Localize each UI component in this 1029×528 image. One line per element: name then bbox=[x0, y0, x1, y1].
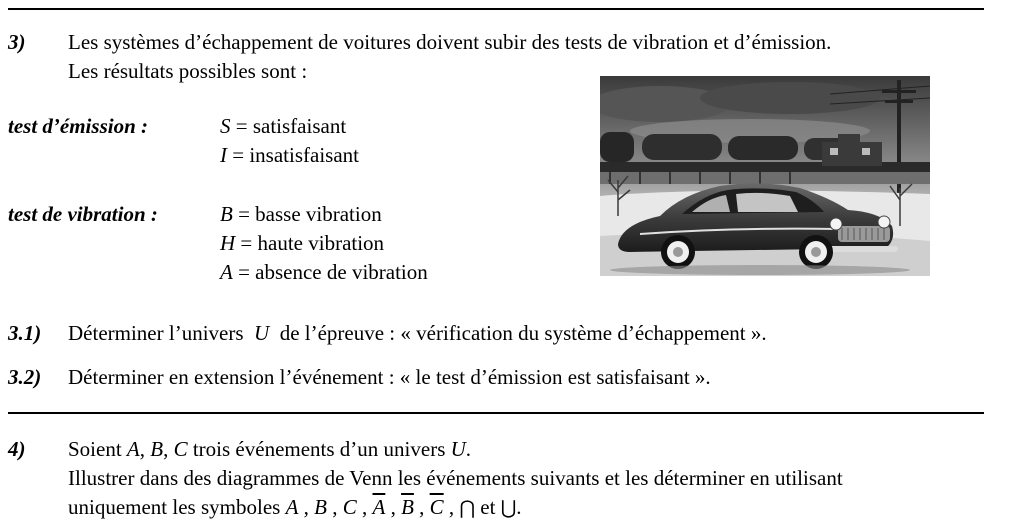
q3-1-number: 3.1) bbox=[8, 321, 42, 345]
q4-l1-c: . bbox=[465, 437, 472, 461]
sym-c: C bbox=[342, 495, 357, 519]
q3-2-text: Déterminer en extension l’événement : « le test d’émission est satisfaisant ». bbox=[68, 365, 711, 389]
q3-1-text-a: Déterminer l’univers bbox=[68, 321, 249, 345]
var-b: B bbox=[220, 202, 233, 226]
emission-item-s bbox=[220, 114, 346, 138]
q4-number: 4) bbox=[8, 437, 26, 461]
q4-l3-a: uniquement les symboles bbox=[68, 495, 286, 519]
q3-line-1: Les systèmes d’échappement de voitures doivent subir des tests de vibration et d’émission. bbox=[68, 30, 832, 54]
var-i: I bbox=[220, 143, 227, 167]
intersection-symbol: ⋂ bbox=[459, 497, 475, 519]
var-a: A bbox=[220, 260, 233, 284]
var-h: H bbox=[220, 231, 236, 255]
union-symbol: ⋃ bbox=[500, 497, 517, 519]
vibration-item-a bbox=[220, 260, 428, 284]
sym-a-complement: $\overline{A}$ bbox=[372, 495, 386, 519]
vibration-text-h: = haute vibration bbox=[235, 231, 385, 255]
sym-a: A bbox=[285, 495, 299, 519]
q4-l1-a: Soient bbox=[68, 437, 127, 461]
emission-label: test d’émission : bbox=[8, 114, 148, 138]
emission-text-s: = satisfaisant bbox=[230, 114, 347, 138]
q4-et: et bbox=[475, 495, 501, 519]
q4-var-u: U bbox=[450, 437, 466, 461]
top-rule bbox=[8, 8, 984, 10]
middle-rule bbox=[8, 412, 984, 414]
q4-var-b: B bbox=[150, 437, 164, 461]
vibration-label: test de vibration : bbox=[8, 202, 158, 226]
q4-line-1: Soient A, B, C trois événements d’un univers U. bbox=[68, 437, 472, 461]
q4-var-a: A bbox=[126, 437, 140, 461]
var-u: U bbox=[254, 321, 270, 345]
vibration-text-b: = basse vibration bbox=[232, 202, 382, 226]
vibration-item-h bbox=[220, 231, 384, 255]
q4-line-2: Illustrer dans des diagrammes de Venn les événements suivants et les déterminer en utilisant bbox=[68, 466, 843, 490]
emission-item-i bbox=[220, 143, 359, 167]
car-train-illustration-icon bbox=[600, 76, 930, 276]
q3-number: 3) bbox=[8, 30, 26, 54]
sym-c-complement: $\overline{C}$ bbox=[429, 495, 444, 519]
q3-line-2: Les résultats possibles sont : bbox=[68, 59, 308, 83]
q3-1-text bbox=[68, 321, 767, 345]
sym-b-complement: $\overline{B}$ bbox=[401, 495, 414, 519]
sym-b: B bbox=[314, 495, 327, 519]
q4-line-3: uniquement les symboles A , B , C , $\overline{A}$ , $\overline{B}$ , $\overline{C}$ , ⋂ et ⋃. bbox=[68, 495, 522, 519]
vibration-text-a: = absence de vibration bbox=[232, 260, 428, 284]
q4-end: . bbox=[516, 495, 522, 519]
emission-text-i: = insatisfaisant bbox=[227, 143, 359, 167]
var-s: S bbox=[220, 114, 231, 138]
q3-2-number: 3.2) bbox=[8, 365, 42, 389]
q3-1 bbox=[8, 321, 41, 345]
vibration-item-b bbox=[220, 202, 382, 226]
q3-1-text-b: de l’épreuve : « vérification du système d’échappement ». bbox=[274, 321, 767, 345]
q4-var-c: C bbox=[173, 437, 188, 461]
q4-l1-b: trois événements d’un univers bbox=[187, 437, 451, 461]
